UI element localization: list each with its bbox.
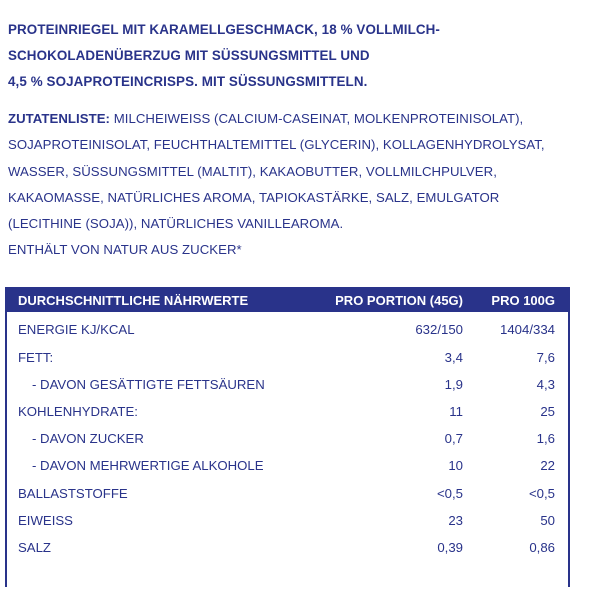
value-per-portion: 11 [449, 404, 463, 419]
value-per-portion: 1,9 [444, 377, 463, 392]
nutrient-name: - DAVON GESÄTTIGTE FETTSÄUREN [32, 377, 265, 392]
product-description-line: PROTEINRIEGEL MIT KARAMELLGESCHMACK, 18 % VOLLMILCH- [8, 22, 440, 37]
value-per-portion: 3,4 [444, 350, 463, 365]
value-per-100g: 1,6 [536, 431, 555, 446]
value-per-100g: 1404/334 [499, 322, 555, 337]
table-row [7, 509, 568, 535]
product-description [8, 17, 578, 95]
header-per-portion: PRO PORTION (45G) [335, 293, 463, 308]
value-per-100g: 50 [540, 513, 555, 528]
nutrient-name: - DAVON MEHRWERTIGE ALKOHOLE [32, 458, 264, 473]
table-row [7, 346, 568, 372]
nutrient-name: - DAVON ZUCKER [32, 431, 144, 446]
value-per-100g: 7,6 [536, 350, 555, 365]
value-per-portion: 0,39 [437, 540, 463, 555]
value-per-100g: 22 [540, 458, 555, 473]
value-per-portion: 23 [448, 513, 463, 528]
nutrient-name: KOHLENHYDRATE: [18, 404, 138, 419]
table-row [7, 318, 568, 344]
table-row [7, 400, 568, 426]
header-per-100g: PRO 100G [491, 293, 555, 308]
ingredients-label: ZUTATENLISTE: [8, 111, 110, 126]
ingredients-line [8, 106, 590, 132]
ingredients-list [8, 106, 590, 264]
header-nutrient: DURCHSCHNITTLICHE NÄHRWERTE [18, 293, 249, 308]
sugar-note: ENTHÄLT VON NATUR AUS ZUCKER* [8, 242, 242, 258]
table-row [7, 454, 568, 480]
ingredients-text: MILCHEIWEISS (CALCIUM-CASEINAT, MOLKENPROTEINISOLAT), [109, 111, 524, 126]
value-per-portion: <0,5 [436, 486, 463, 501]
value-per-portion: 632/150 [415, 322, 463, 337]
ingredients-line: (LECITHINE (SOJA)), NATÜRLICHES VANILLEAROMA. [8, 216, 344, 232]
table-header [7, 289, 568, 312]
value-per-100g: 0,86 [529, 540, 555, 555]
value-per-100g: 4,3 [536, 377, 555, 392]
ingredients-line: SOJAPROTEINISOLAT, FEUCHTHALTEMITTEL (GLYCERIN), KOLLAGENHYDROLYSAT, [8, 137, 545, 153]
nutrient-name: FETT: [18, 350, 54, 365]
value-per-portion: 0,7 [444, 431, 463, 446]
nutrient-name: EIWEISS [18, 513, 73, 528]
table-row [7, 427, 568, 453]
table-row [7, 482, 568, 508]
table-row [7, 373, 568, 399]
value-per-100g: 25 [540, 404, 555, 419]
nutrient-name: ENERGIE KJ/KCAL [18, 322, 135, 337]
product-description-line: SCHOKOLADENÜBERZUG MIT SÜSSUNGSMITTEL UND [8, 48, 370, 63]
value-per-100g: <0,5 [528, 486, 555, 501]
ingredients-line: KAKAOMASSE, NATÜRLICHES AROMA, TAPIOKASTÄRKE, SALZ, EMULGATOR [8, 189, 500, 205]
nutrient-name: SALZ [18, 540, 51, 555]
product-description-line: 4,5 % SOJAPROTEINCRISPS. MIT SÜSSUNGSMITTELN. [8, 74, 368, 89]
value-per-portion: 10 [448, 458, 463, 473]
table-row [7, 536, 568, 562]
nutrition-table [5, 287, 570, 587]
nutrient-name: BALLASTSTOFFE [18, 486, 128, 501]
ingredients-line: WASSER, SÜSSUNGSMITTEL (MALTIT), KAKAOBUTTER, VOLLMILCHPULVER, [8, 163, 497, 179]
